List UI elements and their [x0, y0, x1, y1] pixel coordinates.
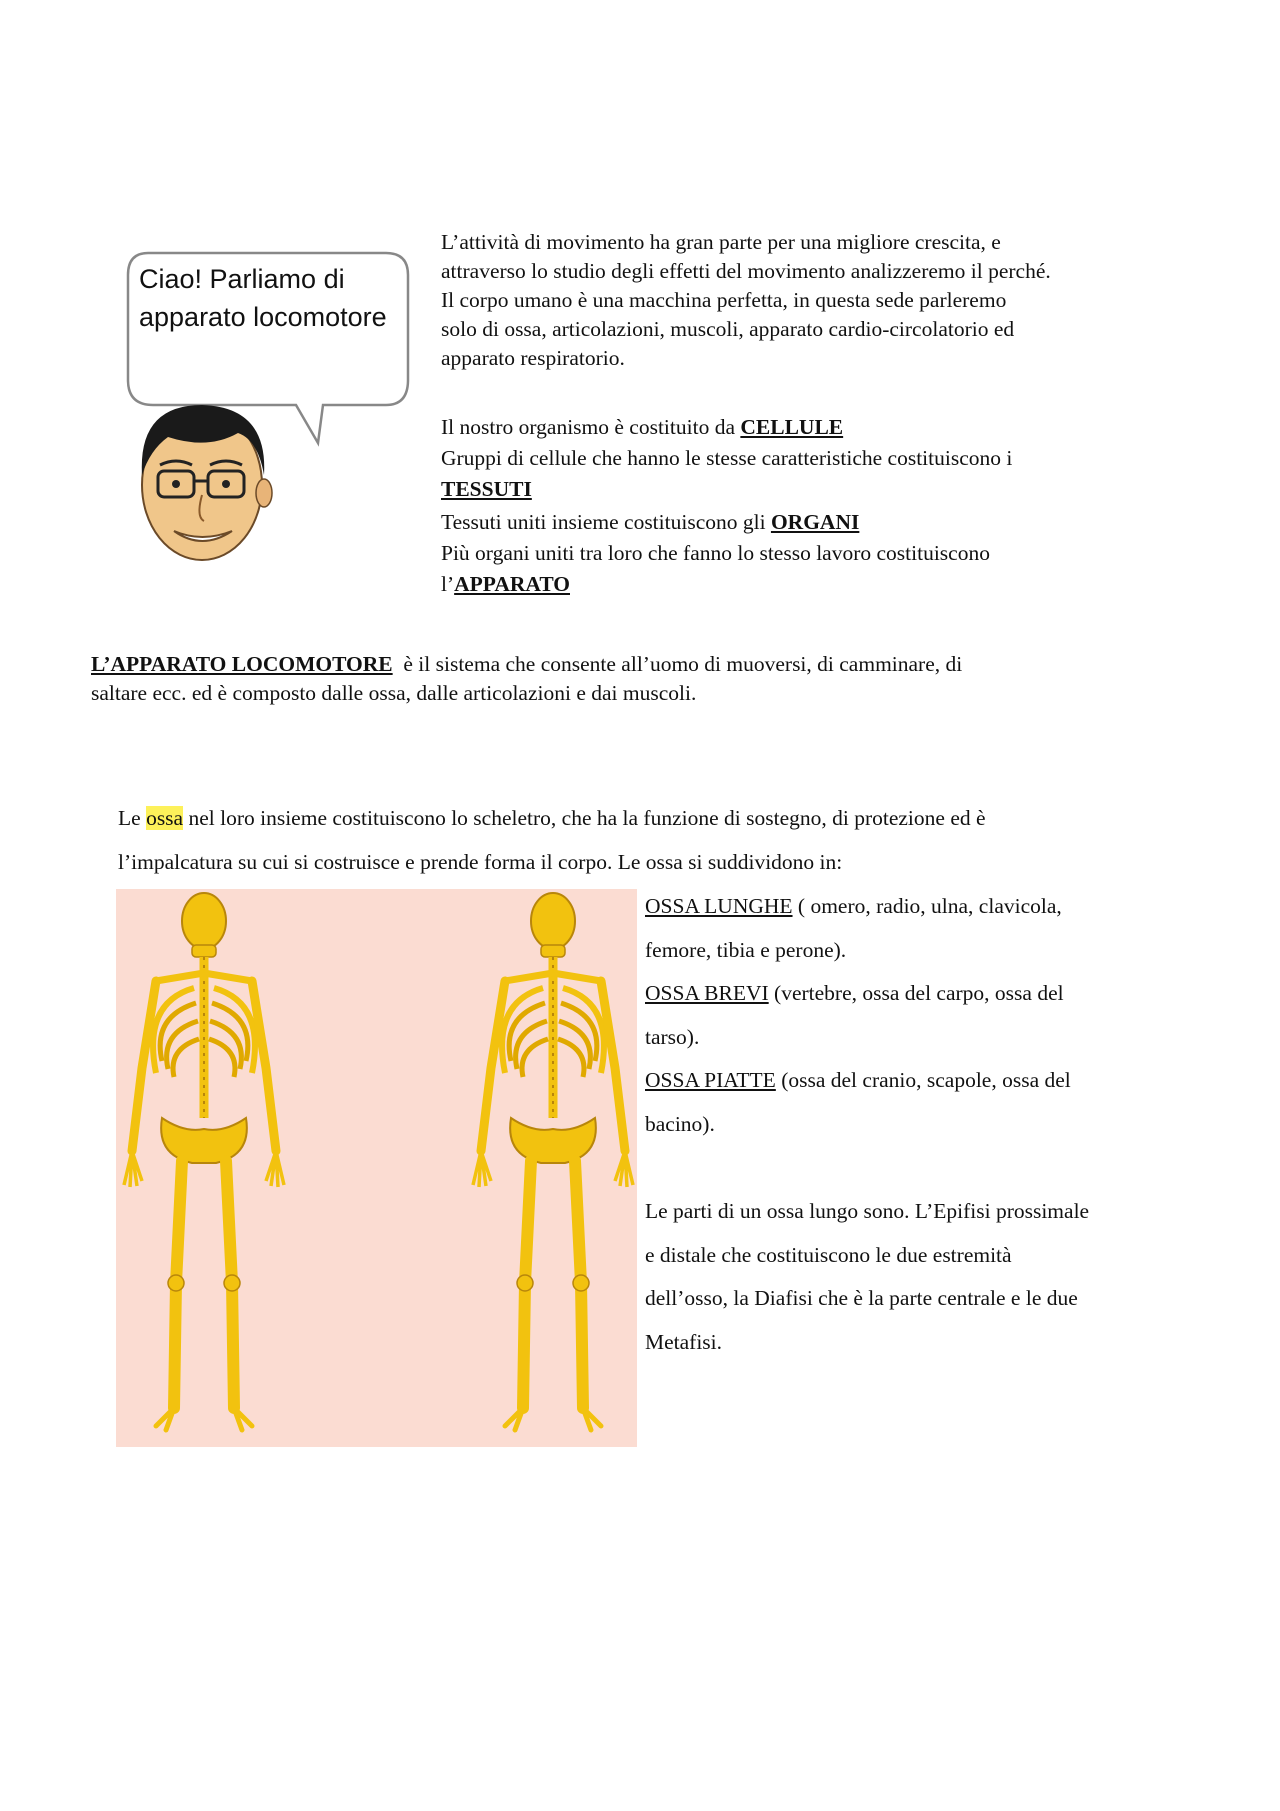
cells-term: CELLULE — [740, 415, 844, 439]
bubble-line-1: Ciao! Parliamo di — [139, 264, 345, 294]
locomotore-definition: L’APPARATO LOCOMOTORE è il sistema che consente all’uomo di muoversi, di camminare, di saltare ecc. ed è composto dalle ossa, dalle articolazioni e dai muscoli. — [91, 652, 963, 705]
intro-line: Il corpo umano è una macchina perfetta, in questa sede parleremo — [441, 288, 1007, 312]
bone-type-term: OSSA PIATTE — [645, 1068, 776, 1092]
list-item: OSSA LUNGHE ( omero, radio, ulna, clavicola, — [645, 894, 1062, 918]
intro-line: attraverso lo studio degli effetti del movimento analizzeremo il perché. — [441, 259, 1051, 283]
apparatus-term: APPARATO — [454, 572, 570, 596]
intro-line: L’attività di movimento ha gran parte per una migliore crescita, e — [441, 230, 1001, 254]
speech-bubble-text — [139, 260, 429, 336]
list-item-cont: femore, tibia e perone). — [645, 937, 847, 962]
list-item-cont: tarso). — [645, 1024, 700, 1049]
intro-line: solo di ossa, articolazioni, muscoli, apparato cardio-circolatorio ed — [441, 317, 1015, 341]
bone-type-term: OSSA BREVI — [645, 981, 769, 1005]
skeleton-icon — [116, 889, 637, 1447]
intro-paragraph — [441, 228, 1201, 373]
ossa-highlight: ossa — [146, 806, 184, 830]
intro-line: apparato respiratorio. — [441, 346, 625, 370]
bubble-line-2: apparato locomotore — [139, 302, 387, 332]
bone-types-list — [645, 885, 1205, 1146]
cells-line: Il nostro organismo è costituito da CELLULE — [441, 415, 844, 439]
apparatus-term-line: l’APPARATO — [441, 572, 570, 596]
locomotore-term: L’APPARATO LOCOMOTORE — [91, 652, 393, 676]
tissues-term: TESSUTI — [441, 477, 532, 501]
list-item: OSSA PIATTE (ossa del cranio, scapole, ossa del — [645, 1068, 1071, 1092]
tissues-line: Gruppi di cellule che hanno le stesse caratteristiche costituiscono i — [441, 446, 1013, 470]
character-face-icon — [142, 405, 272, 560]
ossa-intro: Le ossa nel loro insieme costituiscono lo scheletro, che ha la funzione di sostegno, di protezione ed è l’impalcatura su cui si costruisce e prende forma il corpo. Le ossa si suddividono in: — [118, 806, 986, 874]
skeleton-illustration — [116, 889, 637, 1447]
list-item: OSSA BREVI (vertebre, ossa del carpo, ossa del — [645, 981, 1064, 1005]
hierarchy-block — [441, 413, 1201, 599]
long-bone-parts: Le parti di un ossa lungo sono. L’Epifisi prossimale e distale che costituiscono le due estremità dell’osso, la Diafisi che è la parte centrale e le due Metafisi. — [645, 1199, 1090, 1354]
apparatus-line: Più organi uniti tra loro che fanno lo stesso lavoro costituiscono — [441, 541, 990, 565]
list-item-cont: bacino). — [645, 1111, 715, 1136]
organs-line: Tessuti uniti insieme costituiscono gli ORGANI — [441, 510, 860, 534]
bone-type-term: OSSA LUNGHE — [645, 894, 793, 918]
organs-term: ORGANI — [770, 510, 860, 534]
